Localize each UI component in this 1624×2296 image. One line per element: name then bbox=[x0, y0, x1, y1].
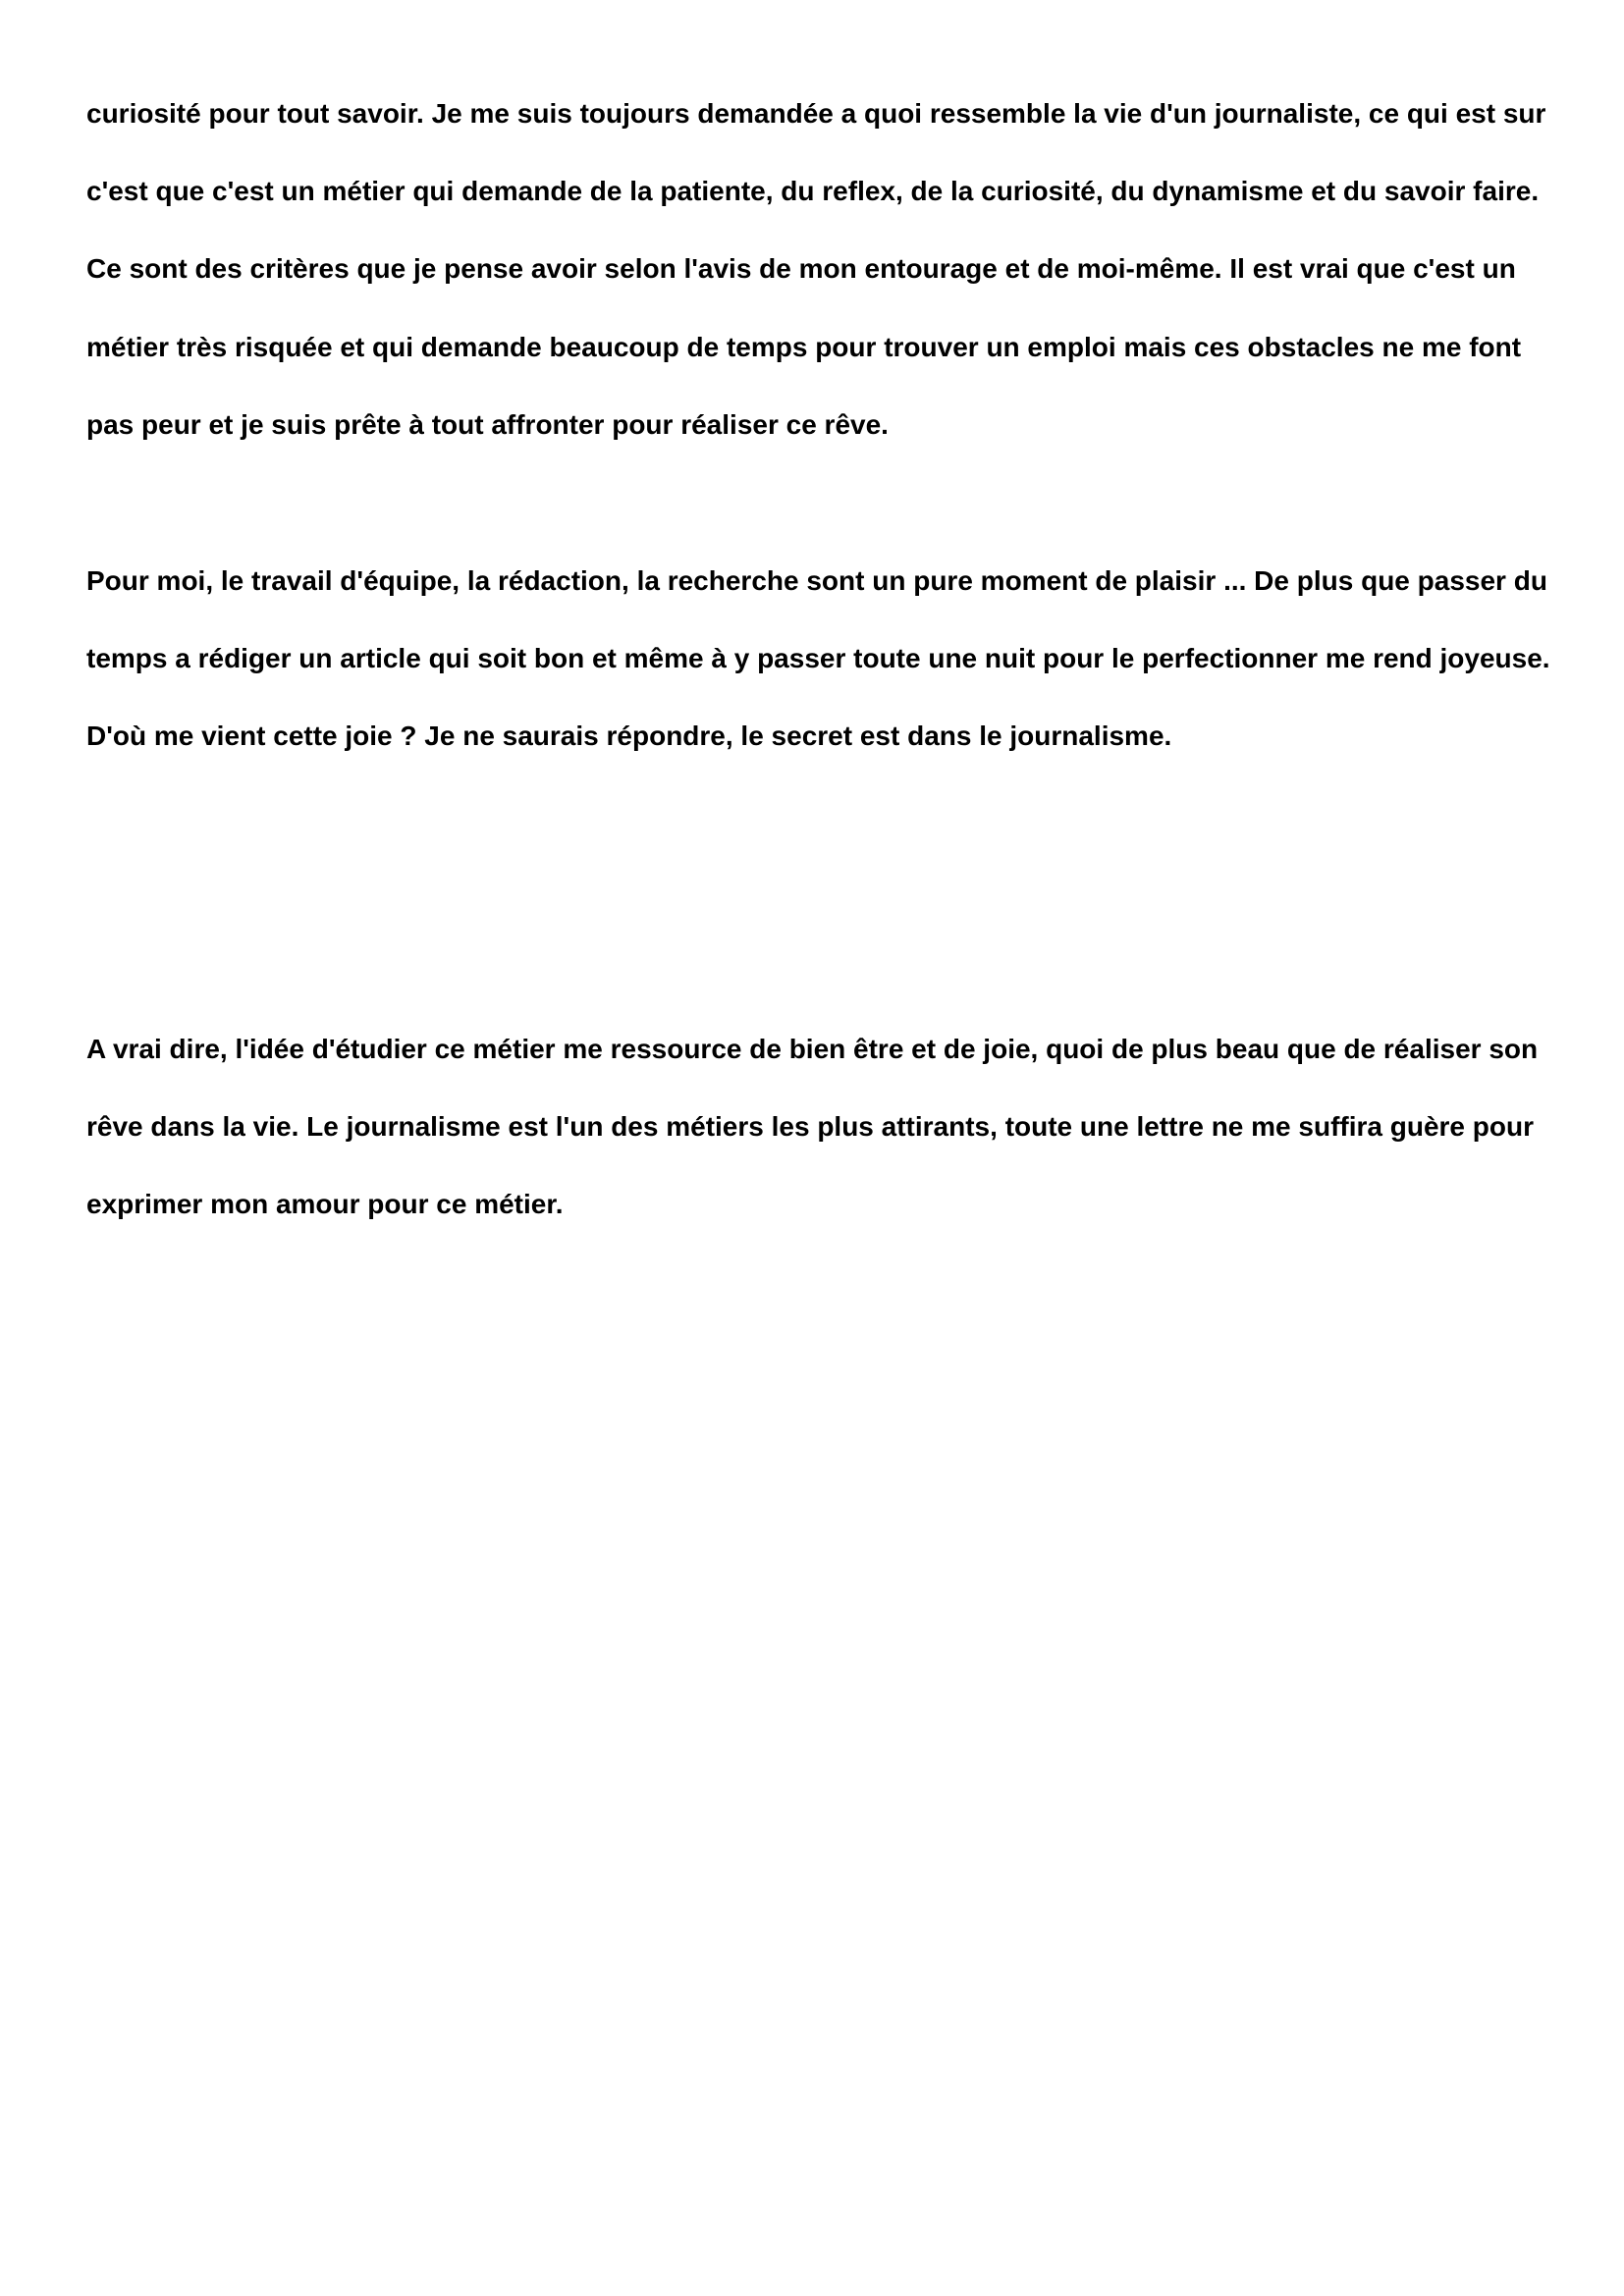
text-line: Pour moi, le travail d'équipe, la rédaction, la recherche sont un pure moment de plaisir ... De plus que passer du bbox=[86, 565, 1547, 596]
text-line: pas peur et je suis prête à tout affronter pour réaliser ce rêve. bbox=[86, 409, 889, 440]
text-line: exprimer mon amour pour ce métier. bbox=[86, 1189, 564, 1219]
text-line: c'est que c'est un métier qui demande de la patiente, du reflex, de la curiosité, du dynamisme et du savoir faire. bbox=[86, 176, 1540, 206]
text-line: temps a rédiger un article qui soit bon et même à y passer toute une nuit pour le perfectionner me rend joyeuse. bbox=[86, 643, 1550, 673]
text-line: curiosité pour tout savoir. Je me suis toujours demandée a quoi ressemble la vie d'un journaliste, ce qui est sur bbox=[86, 98, 1546, 129]
text-line: Ce sont des critères que je pense avoir selon l'avis de mon entourage et de moi-même. Il est vrai que c'est un bbox=[86, 253, 1516, 284]
text-line: D'où me vient cette joie ? Je ne saurais répondre, le secret est dans le journalisme. bbox=[86, 721, 1172, 751]
text-line: métier très risquée et qui demande beaucoup de temps pour trouver un emploi mais ces obstacles ne me font bbox=[86, 332, 1522, 362]
text-line: A vrai dire, l'idée d'étudier ce métier me ressource de bien être et de joie, quoi de plus beau que de réaliser son bbox=[86, 1034, 1539, 1064]
text-line: rêve dans la vie. Le journalisme est l'un des métiers les plus attirants, toute une lettre ne me suffira guère pour bbox=[86, 1111, 1534, 1142]
